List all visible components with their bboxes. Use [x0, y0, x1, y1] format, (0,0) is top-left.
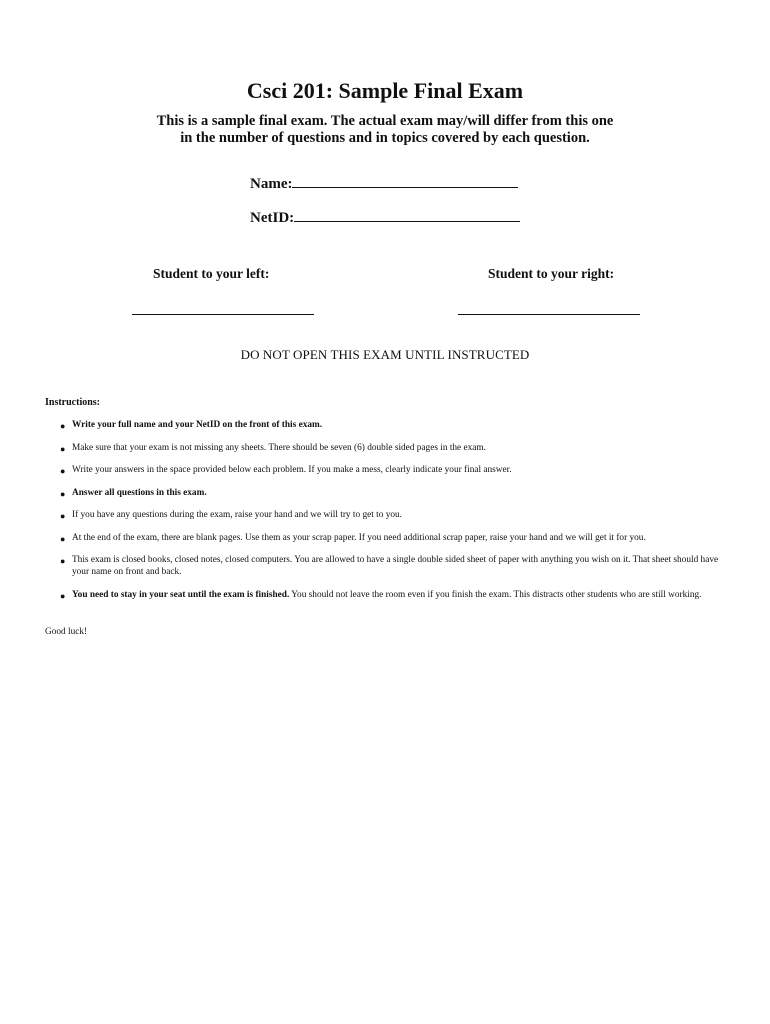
bullet-icon: ●	[60, 556, 66, 566]
instruction-text: Make sure that your exam is not missing any sheets. There should be seven (6) double sided pages in the exam.	[72, 442, 486, 453]
instruction-text	[72, 590, 702, 600]
instructions-list	[45, 419, 730, 611]
bullet-icon: ●	[60, 488, 66, 499]
closing-text: Good luck!	[45, 627, 88, 637]
page-title: Csci 201: Sample Final Exam	[246, 78, 524, 103]
list-item	[45, 509, 730, 521]
subtitle-line-1: This is a sample final exam. The actual exam may/will differ from this one	[156, 113, 614, 129]
bullet-icon: ●	[60, 511, 66, 521]
netid-field	[250, 210, 520, 227]
bullet-icon: ●	[60, 590, 66, 601]
name-blank-line[interactable]	[292, 177, 518, 188]
list-item	[45, 464, 730, 476]
instruction-text: This exam is closed books, closed notes, closed computers. You are allowed to have a single double sided sheet of paper with anything you wish on it. That sheet should have your name on front and back.	[72, 555, 719, 577]
name-field	[250, 176, 518, 193]
student-right-blank-line[interactable]	[458, 314, 640, 315]
instruction-text: At the end of the exam, there are blank pages. Use them as your scrap paper. If you need additional scrap paper, raise your hand and we will get it for you.	[72, 532, 646, 543]
instruction-bold-text: You need to stay in your seat until the exam is finished.	[72, 589, 290, 600]
instruction-text: Answer all questions in this exam.	[72, 487, 207, 498]
instruction-text: If you have any questions during the exam, raise your hand and we will try to get to you.	[72, 510, 402, 520]
instruction-text: Write your answers in the space provided below each problem. If you make a mess, clearly indicate your final answer.	[72, 465, 512, 475]
instruction-text: Write your full name and your NetID on the front of this exam.	[72, 420, 323, 430]
bullet-icon: ●	[60, 466, 66, 476]
netid-label: NetID:	[250, 210, 295, 226]
netid-blank-line[interactable]	[294, 211, 520, 222]
list-item	[45, 487, 730, 499]
list-item	[45, 532, 730, 544]
list-item	[45, 589, 730, 601]
student-left-label: Student to your left:	[153, 266, 270, 281]
instructions-heading: Instructions:	[45, 397, 101, 408]
student-left-blank-line[interactable]	[132, 314, 314, 315]
name-label: Name:	[250, 176, 293, 192]
list-item	[45, 442, 730, 454]
list-item	[45, 419, 730, 431]
student-right-label: Student to your right:	[488, 266, 615, 281]
bullet-icon: ●	[60, 421, 66, 431]
bullet-icon: ●	[60, 443, 66, 454]
list-item	[45, 554, 730, 578]
instruction-rest-text: You should not leave the room even if you finish the exam. This distracts other students who are still working.	[289, 589, 702, 600]
page-subtitle	[0, 113, 770, 147]
do-not-open-notice: DO NOT OPEN THIS EXAM UNTIL INSTRUCTED	[240, 347, 530, 362]
subtitle-line-2: in the number of questions and in topics covered by each question.	[180, 130, 590, 146]
bullet-icon: ●	[60, 533, 66, 544]
